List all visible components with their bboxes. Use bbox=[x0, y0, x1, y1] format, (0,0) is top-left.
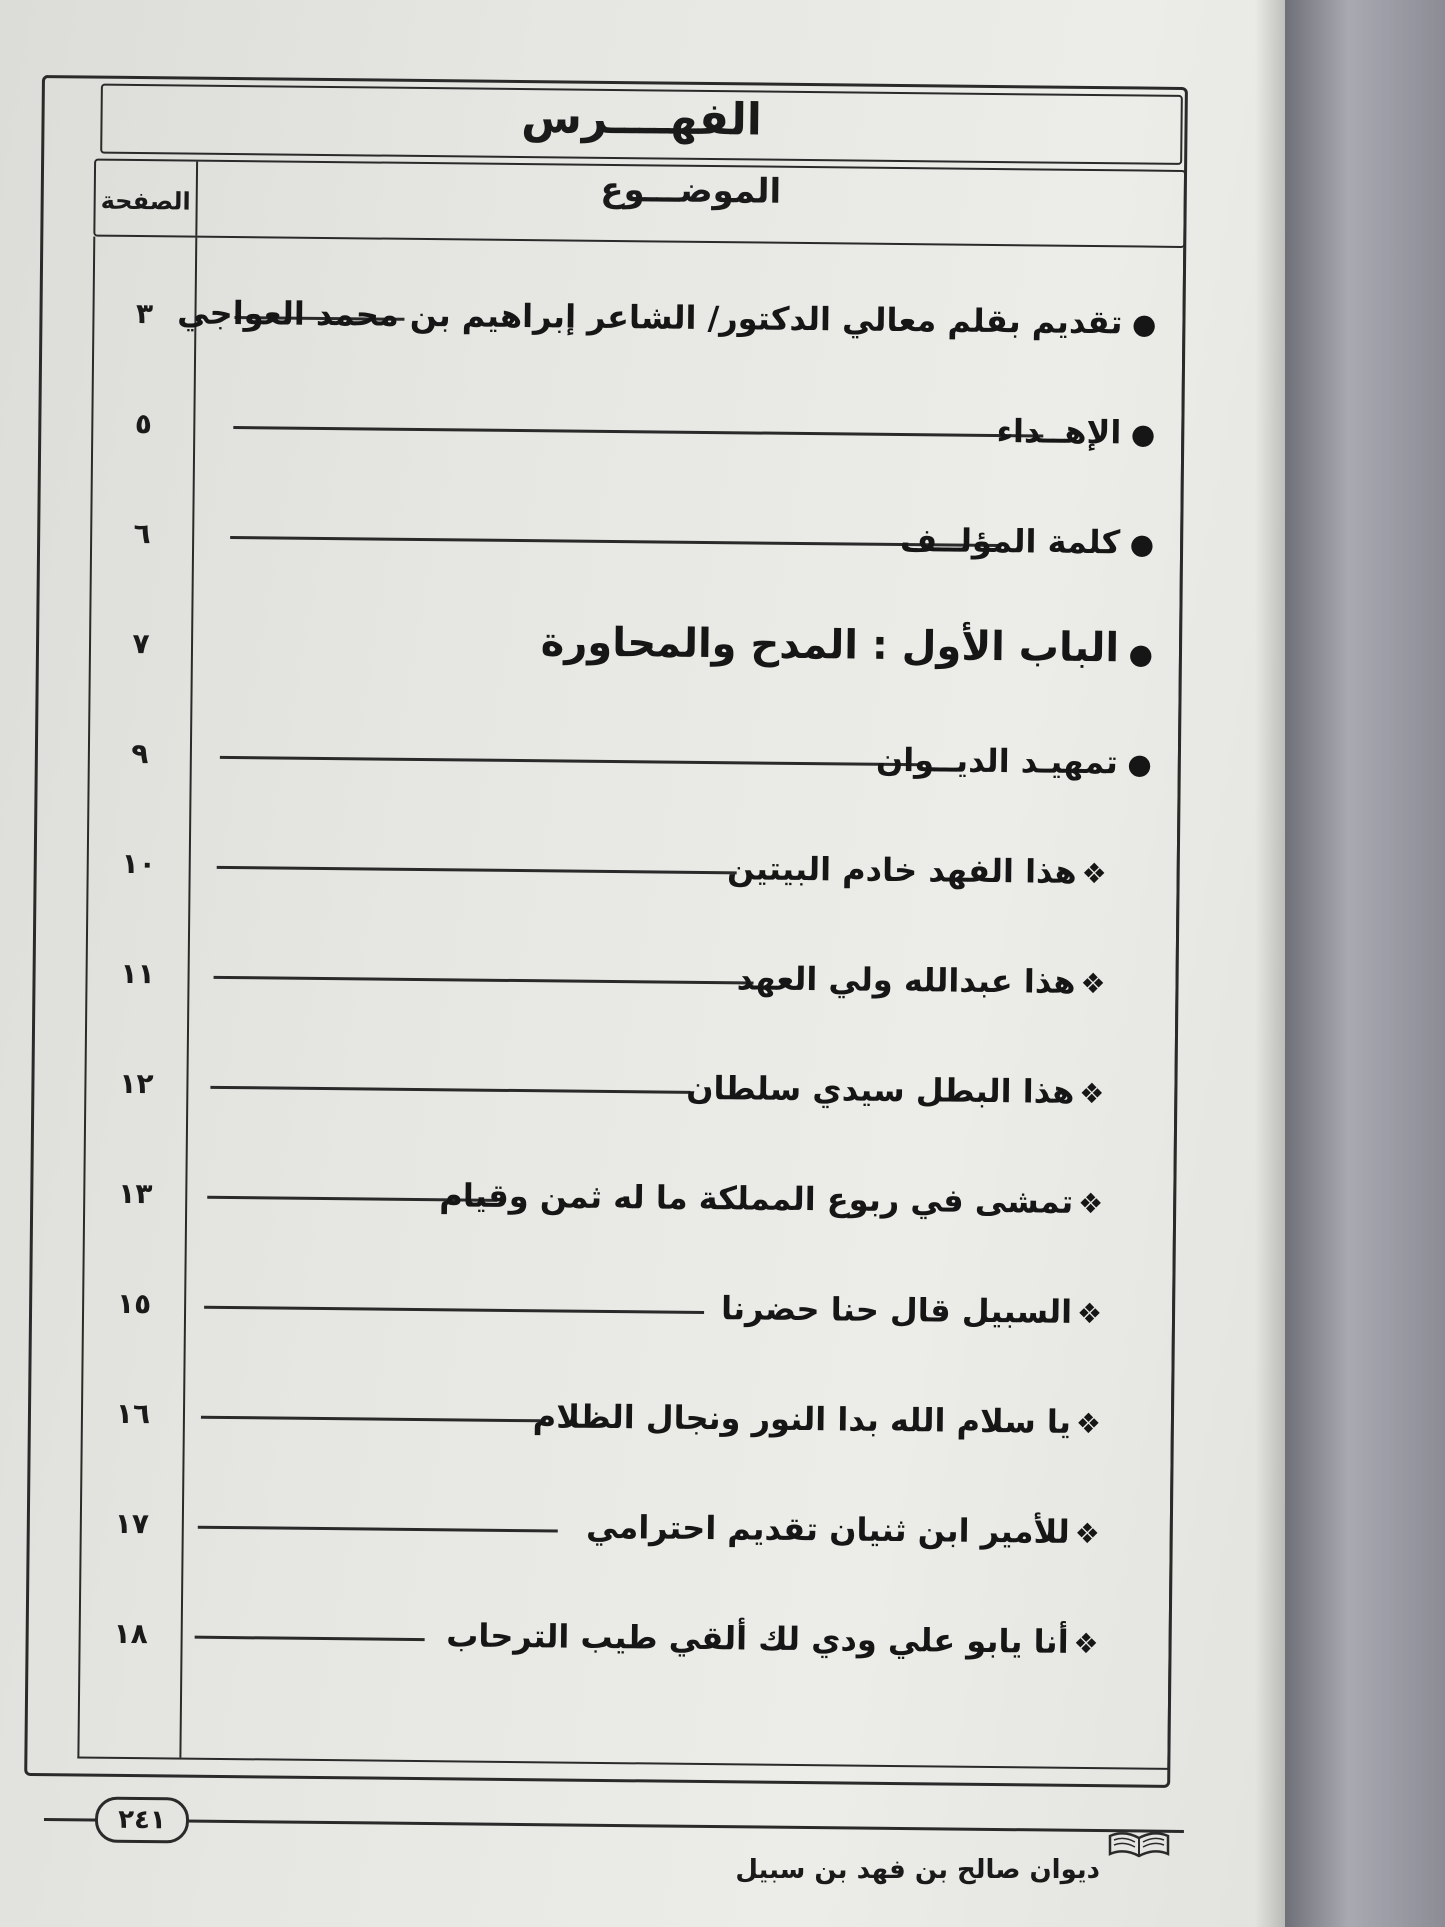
entry-page-number: ١٣ bbox=[118, 1176, 153, 1211]
entry-title: هذا عبدالله ولي العهد bbox=[736, 959, 1076, 1001]
open-book-icon bbox=[1108, 1828, 1170, 1858]
leader-line bbox=[217, 866, 737, 874]
page-stack-edge bbox=[1285, 0, 1445, 1927]
entry-page-number: ١١ bbox=[120, 956, 155, 991]
entry-page-number: ٥ bbox=[134, 406, 153, 441]
entry-page-number: ٧ bbox=[132, 626, 150, 661]
leader-line bbox=[230, 536, 1000, 547]
entry-page-number: ١٥ bbox=[116, 1286, 152, 1321]
subject-column-header: الموضـــوع bbox=[600, 169, 782, 212]
diamond-bullet-icon: ❖ bbox=[1081, 856, 1107, 891]
bullet-icon: ● bbox=[1131, 307, 1157, 341]
index-entry bbox=[81, 1498, 1170, 1569]
leader-line bbox=[220, 756, 920, 766]
entry-title: كلمة المؤلــف bbox=[899, 521, 1121, 562]
index-entry bbox=[87, 949, 1176, 1020]
diamond-bullet-icon: ❖ bbox=[1079, 1076, 1105, 1111]
bullet-icon: ● bbox=[1130, 417, 1156, 451]
entry-page-number: ١٨ bbox=[113, 1616, 148, 1651]
entry-title: الباب الأول : المدح والمحاورة bbox=[540, 619, 1120, 672]
leader-line bbox=[198, 1526, 558, 1533]
index-entry bbox=[93, 399, 1182, 470]
entry-page-number: ٩ bbox=[131, 736, 149, 771]
index-entry bbox=[80, 1608, 1169, 1679]
index-body bbox=[77, 237, 1185, 1770]
entry-page-number: ١٢ bbox=[119, 1066, 154, 1101]
diamond-bullet-icon: ❖ bbox=[1076, 1296, 1103, 1331]
entry-page-number: ١٧ bbox=[114, 1506, 150, 1541]
index-frame bbox=[24, 75, 1188, 1788]
entry-page-number: ١٦ bbox=[115, 1396, 151, 1431]
diamond-bullet-icon: ❖ bbox=[1080, 966, 1106, 1001]
entry-title: تمشى في ربوع المملكة ما له ثمن وقيام bbox=[439, 1176, 1074, 1221]
leader-line bbox=[201, 1416, 541, 1423]
leader-line bbox=[233, 426, 1043, 437]
entry-page-number: ١٠ bbox=[121, 846, 157, 881]
entry-title: هذا الفهد خادم البيتين bbox=[726, 849, 1077, 891]
entry-title: الإهــداء bbox=[996, 412, 1122, 452]
index-entry bbox=[88, 839, 1177, 910]
table-header bbox=[93, 159, 1186, 248]
diamond-bullet-icon: ❖ bbox=[1074, 1516, 1100, 1551]
leader-line bbox=[214, 976, 754, 985]
index-entry bbox=[85, 1169, 1174, 1240]
index-entry bbox=[83, 1389, 1172, 1460]
leader-line bbox=[204, 1306, 704, 1314]
entry-title: السبيل قال حنا حضرنا bbox=[720, 1289, 1073, 1331]
index-entry bbox=[92, 509, 1181, 580]
page-number-badge: ٢٤١ bbox=[95, 1797, 189, 1844]
entry-title: يا سلام الله بدا النور ونجال الظلام bbox=[532, 1397, 1072, 1441]
entry-title: أنا يابو علي ودي لك ألقي طيب الترحاب bbox=[445, 1616, 1069, 1661]
leader-line bbox=[195, 1636, 425, 1641]
index-entry bbox=[86, 1059, 1175, 1130]
page-column-header: الصفحة bbox=[100, 186, 191, 216]
entry-title: للأمير ابن ثنيان تقديم احترامي bbox=[585, 1507, 1070, 1551]
index-entry bbox=[90, 729, 1179, 800]
diamond-bullet-icon: ❖ bbox=[1077, 1186, 1104, 1221]
leader-line bbox=[210, 1086, 690, 1094]
bullet-icon: ● bbox=[1127, 747, 1153, 781]
title-bar bbox=[100, 84, 1183, 165]
entry-title: تقديم بقلم معالي الدكتور/ الشاعر إبراهيم بن محمد العواجي bbox=[177, 293, 1123, 342]
book-title: ديوان صالح بن فهد بن سبيل bbox=[735, 1855, 1100, 1885]
index-title: الفهــــرس bbox=[521, 92, 763, 146]
entry-title: هذا البطل سيدي سلطان bbox=[686, 1068, 1075, 1111]
entry-title: تمهيـد الديــوان bbox=[875, 740, 1119, 782]
index-entry bbox=[94, 289, 1183, 360]
diamond-bullet-icon: ❖ bbox=[1075, 1406, 1102, 1441]
index-entry bbox=[91, 619, 1180, 690]
bullet-icon: ● bbox=[1128, 637, 1154, 671]
index-entry bbox=[84, 1279, 1173, 1350]
entry-page-number: ٦ bbox=[133, 516, 151, 551]
footer-rule bbox=[44, 1818, 1184, 1833]
entry-page-number: ٣ bbox=[135, 296, 154, 331]
diamond-bullet-icon: ❖ bbox=[1073, 1626, 1099, 1661]
page-gutter-shadow bbox=[1255, 0, 1285, 1927]
bullet-icon: ● bbox=[1129, 527, 1155, 561]
